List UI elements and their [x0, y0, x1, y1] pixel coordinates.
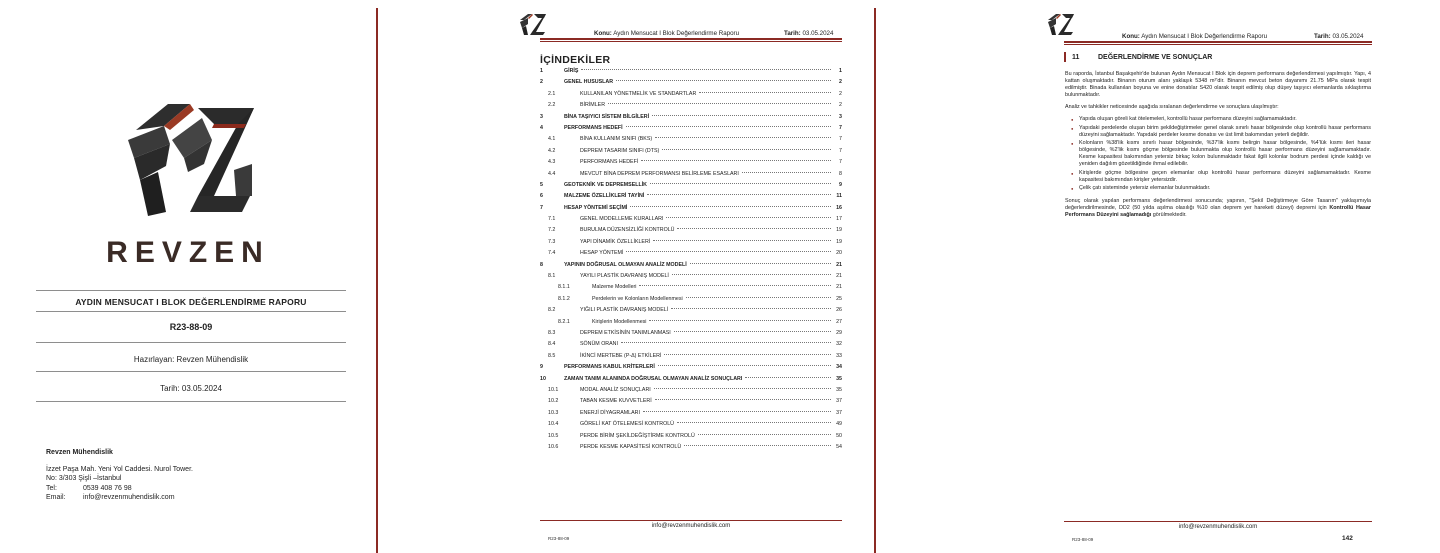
divider — [36, 290, 346, 291]
heading-marker — [1064, 52, 1066, 62]
toc-entry[interactable] — [540, 77, 842, 88]
finding-item: ● Çelik çatı sisteminde yetersiz elemanlar bulunmaktadır. — [1079, 185, 1371, 192]
footer-code: R23-88-09 — [548, 536, 570, 541]
conclusion-end: görülmektedir. — [1151, 212, 1187, 218]
toc-leader — [641, 160, 831, 161]
toc-entry-label: ENERJİ DİYAGRAMLARI — [580, 409, 640, 416]
toc-leader — [666, 217, 831, 218]
toc-entry[interactable] — [540, 271, 842, 282]
toc-leader — [650, 183, 831, 184]
address-line: No: 3/303 Şişli –İstanbul — [46, 475, 122, 482]
toc-page — [378, 0, 874, 553]
toc-entry-number: 8.2.1 — [558, 318, 570, 325]
header-rule — [540, 38, 842, 40]
toc-entry-label: KULLANILAN YÖNETMELİK VE STANDARTLAR — [580, 90, 697, 97]
email-row — [46, 493, 193, 503]
toc-entry[interactable] — [540, 408, 842, 419]
toc-entry-number: 6 — [540, 193, 543, 200]
toc-entry-number: 7.3 — [548, 238, 556, 245]
toc-entry[interactable] — [540, 351, 842, 362]
section-heading — [1064, 52, 1372, 62]
toc-entry-number: 8.5 — [548, 352, 556, 359]
toc-entry-number: 8.1.1 — [558, 284, 570, 291]
toc-entry[interactable] — [540, 157, 842, 168]
toc-entry-label: ZAMAN TANIM ALANINDA DOĞRUSAL OLMAYAN ANALİZ SONUÇLARI — [564, 375, 743, 382]
toc-entry-label: PERDE BİRİM ŞEKİLDEĞİŞTİRME KONTROLÜ — [580, 432, 695, 439]
toc-entry-label: BİNA TAŞIYICI SİSTEM BİLGİLERİ — [564, 113, 650, 120]
divider — [36, 371, 346, 372]
revzen-logo-icon — [118, 100, 268, 220]
toc-leader — [672, 274, 831, 275]
toc-leader — [690, 263, 831, 264]
toc-entry[interactable] — [540, 328, 842, 339]
toc-title: İÇİNDEKİLER — [540, 54, 611, 66]
toc-entry[interactable] — [540, 237, 842, 248]
toc-entry[interactable] — [540, 191, 842, 202]
toc-entry-number: 10 — [540, 375, 546, 382]
toc-leader — [745, 377, 831, 378]
toc-entry[interactable] — [540, 180, 842, 191]
toc-entry-label: Malzeme Modelleri — [592, 284, 637, 291]
toc-entry[interactable] — [540, 385, 842, 396]
toc-entry-label: BİRİMLER — [580, 102, 606, 109]
toc-leader — [698, 434, 831, 435]
brand-name: REVZEN — [106, 236, 270, 269]
toc-entry-page: 26 — [836, 307, 842, 314]
toc-leader — [655, 399, 831, 400]
toc-entry-label: TABAN KESME KUVVETLERİ — [580, 398, 652, 405]
report-number: R23-88-09 — [169, 322, 213, 332]
toc-entry-label: DEPREM ETKİSİNİN TANIMLANMASI — [580, 329, 671, 336]
toc-entry[interactable] — [540, 169, 842, 180]
toc-entry-page: 2 — [839, 90, 842, 97]
toc-entry-number: 10.4 — [548, 421, 559, 428]
toc-entry[interactable] — [540, 146, 842, 157]
toc-entry-number: 7.4 — [548, 250, 556, 257]
header-date — [784, 30, 833, 37]
lead-paragraph: Analiz ve tahkikler neticesinde aşağıda sıralanan değerlendirme ve sonuçlara ulaşılmıştır: — [1065, 104, 1279, 110]
toc-entry-number: 8.4 — [548, 341, 556, 348]
toc-entry-number: 4.4 — [548, 170, 556, 177]
toc-leader — [686, 297, 831, 298]
toc-entry[interactable] — [540, 248, 842, 259]
toc-entry-label: BURULMA DÜZENSİZLİĞİ KONTROLÜ — [580, 227, 675, 234]
toc-leader — [608, 103, 831, 104]
report-title: AYDIN MENSUCAT I BLOK DEĞERLENDİRME RAPORU — [75, 297, 307, 307]
toc-entry-page: 20 — [836, 250, 842, 257]
toc-entry[interactable] — [540, 396, 842, 407]
toc-entry-label: MALZEME ÖZELLİKLERİ TAYİNİ — [564, 193, 645, 200]
toc-entry-page: 2 — [839, 79, 842, 86]
toc-leader — [639, 285, 831, 286]
toc-leader — [677, 228, 831, 229]
email-label: Email: — [46, 494, 66, 501]
toc-entry-number: 10.1 — [548, 386, 559, 393]
section-number: 11 — [1072, 53, 1080, 61]
toc-leader — [658, 365, 831, 366]
toc-entry-page: 27 — [836, 318, 842, 325]
toc-entry-page: 2 — [839, 102, 842, 109]
finding-item: ● Kolonların %38'lik kısmı sınırlı hasar bölgesinde, %37'lik kısmı belirgin hasar bölgesinde, %4'lük kısmı ileri hasar bölgesinde, %2'lik kısmı göçme bölgesinde bulunmakta olup kontrollü hasar performans düzeyini sağlamamaktadır. Kesme kapasitesi bakımından yetersiz birkaç kolon bulunmaktadır fakat ilgili kolonlar bodrum perdesi içinde kaldığı ve yeniden dağılım gözetildiğinde ihmal edilebilir. — [1079, 140, 1371, 168]
toc-entry[interactable] — [540, 112, 842, 123]
toc-entry-label: YIĞILI PLASTİK DAVRANIŞ MODELİ — [580, 307, 669, 314]
toc-entry-label: HESAP YÖNTEMİ — [580, 250, 624, 257]
toc-entry-label: PERDE KESME KAPASİTESİ KONTROLÜ — [580, 443, 682, 450]
toc-entry[interactable] — [540, 294, 842, 305]
header-date-label: Tarih: — [1314, 33, 1331, 40]
toc-entry-label: MODAL ANALİZ SONUÇLARI — [580, 386, 651, 393]
toc-leader — [616, 80, 831, 81]
toc-entry-number: 7.2 — [548, 227, 556, 234]
toc-leader — [643, 411, 831, 412]
toc-leader — [652, 115, 831, 116]
toc-leader — [742, 172, 831, 173]
toc-entry[interactable] — [540, 317, 842, 328]
toc-entry-page: 7 — [839, 124, 842, 131]
conclusion-text: Sonuç olarak yapılan performans değerlendirmesi sonucunda; yapının, "Şekil Değiştirmeye Göre Tasarım" yaklaşımıyla değerlendirilmesinde, DD2 (50 yılda aşılma olasılığı %10 olan deprem yer hareketi düzeyi) depremi için — [1065, 198, 1371, 211]
toc-entry-label: Perdelerin ve Kolonların Modellenmesi — [592, 295, 683, 302]
page-number: 142 — [1342, 535, 1353, 542]
toc-entry-label: MEVCUT BİNA DEPREM PERFORMANSI BELİRLEME ESASLARI — [580, 170, 739, 177]
header-date-text: 03.05.2024 — [1332, 33, 1364, 40]
finding-item: ● Kirişlerde göçme bölgesine geçen elemanlar olup kontrollü hasar performans düzeyini sağlamamaktadır. Kesme kapasitesi bakımından kirişler yetersizdir. — [1079, 170, 1371, 184]
tel-row — [46, 484, 193, 494]
toc-entry-label: YAYILI PLASTİK DAVRANIŞ MODELİ — [580, 273, 669, 280]
conclusion-paragraph — [1065, 198, 1371, 219]
toc-entry-page: 34 — [836, 364, 842, 371]
toc-entry-number: 4.3 — [548, 159, 556, 166]
toc-entry-number: 8.1 — [548, 273, 556, 280]
toc-entry[interactable] — [540, 89, 842, 100]
toc-entry-number: 8 — [540, 261, 543, 268]
footer-rule — [540, 520, 842, 521]
toc-entry-number: 10.3 — [548, 409, 559, 416]
finding-item: ● Yapıdaki perdelerde oluşan birim şekildeğiştirmeler genel olarak sınırlı hasar bölgesinde olup kontrollü hasar performans düzeyini sağlamaktadır. Yapıdaki perdeler kesme donatısı ve üst limit bakımından yeterli değildir. — [1079, 125, 1371, 139]
toc-entry-label: İKİNCİ MERTEBE (P-Δ) ETKİLERİ — [580, 352, 662, 359]
toc-entry[interactable] — [540, 123, 842, 134]
toc-leader — [653, 240, 831, 241]
toc-entry[interactable] — [540, 442, 842, 453]
toc-entry-label: Kirişlerin Modellenmesi — [592, 318, 647, 325]
toc-leader — [674, 331, 831, 332]
header-logo-icon — [1046, 12, 1076, 36]
toc-entry-page: 11 — [836, 193, 842, 200]
toc-entry[interactable] — [540, 134, 842, 145]
toc-entry-label: PERFORMANS HEDEFİ — [580, 159, 639, 166]
toc-entry-number: 7.1 — [548, 216, 556, 223]
toc-entry-label: GEOTEKNİK VE DEPREMSELLİK — [564, 181, 647, 188]
section-body — [1065, 71, 1371, 224]
toc-leader — [626, 251, 831, 252]
toc-entry-page: 21 — [836, 273, 842, 280]
toc-entry-number: 2.1 — [548, 90, 556, 97]
header-subject — [1122, 33, 1267, 40]
toc-entry-label: HESAP YÖNTEMİ SEÇİMİ — [564, 204, 628, 211]
toc-leader — [647, 194, 831, 195]
toc-entry-page: 54 — [836, 443, 842, 450]
toc-entry[interactable] — [540, 374, 842, 385]
toc-entry[interactable] — [540, 362, 842, 373]
divider — [36, 311, 346, 312]
toc-entry-number: 7 — [540, 204, 543, 211]
header-rule — [540, 41, 842, 42]
header-subject-label: Konu: — [1122, 33, 1140, 40]
cover-date: Tarih: 03.05.2024 — [160, 384, 222, 393]
company-address — [46, 448, 193, 503]
toc-entry-page: 35 — [836, 386, 842, 393]
toc-entry[interactable] — [540, 100, 842, 111]
toc-entry-label: YAPININ DOĞRUSAL OLMAYAN ANALİZ MODELİ — [564, 261, 687, 268]
toc-leader — [684, 445, 831, 446]
toc-entry-page: 7 — [839, 147, 842, 154]
toc-entry-page: 21 — [836, 284, 842, 291]
toc-entry-label: GENEL MODELLEME KURALLARI — [580, 216, 664, 223]
toc-entry-label: SÖNÜM ORANI — [580, 341, 618, 348]
toc-entry[interactable] — [540, 203, 842, 214]
toc-entry-page: 21 — [836, 261, 842, 268]
tel-label: Tel: — [46, 484, 57, 492]
toc-entry-number: 2.2 — [548, 102, 556, 109]
toc-entry-label: GENEL HUSUSLAR — [564, 79, 614, 86]
toc-entry-page: 19 — [836, 238, 842, 245]
toc-entry-label: PERFORMANS HEDEFİ — [564, 124, 623, 131]
toc-entry-number: 4.2 — [548, 147, 556, 154]
toc-entry-label: YAPI DİNAMİK ÖZELLİKLERİ — [580, 238, 651, 245]
toc-entry-page: 16 — [836, 204, 842, 211]
toc-entry-number: 2 — [540, 79, 543, 86]
header-subject — [594, 30, 739, 37]
toc-leader — [662, 149, 831, 150]
toc-entry[interactable] — [540, 305, 842, 316]
toc-entry[interactable] — [540, 339, 842, 350]
toc-entry-page: 7 — [839, 136, 842, 143]
company-name: Revzen Mühendislik — [46, 449, 113, 456]
toc-leader — [654, 388, 831, 389]
header-logo-icon — [518, 12, 548, 36]
header-subject-label: Konu: — [594, 30, 612, 37]
footer-email[interactable]: info@revzenmuhendislik.com — [651, 523, 731, 529]
findings-list — [1065, 116, 1371, 192]
toc-entry-label: GÖRELİ KAT ÖTELEMESİ KONTROLÜ — [580, 421, 674, 428]
toc-entry-page: 32 — [836, 341, 842, 348]
header-rule — [1064, 41, 1372, 43]
divider — [36, 342, 346, 343]
header-subject-text: Aydın Mensucat I Blok Değerlendirme Raporu — [1141, 33, 1268, 40]
toc-entry-number: 4 — [540, 124, 543, 131]
header-subject-text: Aydın Mensucat I Blok Değerlendirme Raporu — [613, 30, 740, 37]
toc-entry-page: 19 — [836, 227, 842, 234]
toc-entry-number: 10.2 — [548, 398, 559, 405]
prepared-by: Hazırlayan: Revzen Mühendislik — [133, 355, 249, 364]
section-title: DEĞERLENDİRME VE SONUÇLAR — [1098, 53, 1213, 61]
toc-entry[interactable] — [540, 225, 842, 236]
toc-leader — [630, 206, 831, 207]
toc-leader — [699, 92, 831, 93]
toc-entry[interactable] — [540, 214, 842, 225]
toc-entry-number: 1 — [540, 68, 543, 74]
toc-leader — [581, 69, 831, 70]
conclusion-emphasis: Kontrollü Hasar Performans Düzeyini sağlamadığı — [1065, 205, 1371, 218]
toc-entry-page: 25 — [836, 295, 842, 302]
toc-entry-label: BİNA KULLANIM SINIFI (BKS) — [580, 136, 653, 143]
toc-entry-number: 10.6 — [548, 443, 559, 450]
toc-entry-page: 35 — [836, 375, 842, 382]
address-line: İzzet Paşa Mah. Yeni Yol Caddesi. Nurol Tower. — [46, 465, 193, 473]
toc-entry[interactable] — [540, 419, 842, 430]
divider — [36, 401, 346, 402]
toc-entry-label: PERFORMANS KABUL KRİTERLERİ — [564, 364, 655, 371]
toc-list — [540, 66, 842, 453]
section-page — [876, 0, 1440, 553]
toc-entry-number: 3 — [540, 113, 543, 120]
footer-rule — [1064, 521, 1372, 522]
toc-leader — [626, 126, 831, 127]
header-date-text: 03.05.2024 — [802, 30, 834, 37]
toc-entry-number: 10.5 — [548, 432, 559, 439]
toc-entry-number: 8.2 — [548, 307, 556, 314]
toc-entry-label: GİRİŞ — [564, 68, 579, 74]
toc-leader — [664, 354, 831, 355]
toc-entry-page: 8 — [839, 170, 842, 177]
toc-entry-page: 49 — [836, 421, 842, 428]
toc-entry-number: 5 — [540, 181, 543, 188]
toc-leader — [677, 422, 831, 423]
toc-leader — [621, 342, 831, 343]
toc-entry-number: 9 — [540, 364, 543, 371]
toc-entry-page: 7 — [839, 159, 842, 166]
cover-page — [0, 0, 376, 553]
toc-leader — [671, 308, 831, 309]
finding-item: ● Yapıda oluşan göreli kat ötelemeleri, kontrollü hasar performans düzeyini sağlamamaktadır. — [1079, 116, 1371, 123]
toc-entry-page: 37 — [836, 398, 842, 405]
toc-entry[interactable] — [540, 260, 842, 271]
toc-entry-number: 4.1 — [548, 136, 556, 143]
toc-entry-number: 8.1.2 — [558, 295, 570, 302]
intro-paragraph: Bu raporda, İstanbul Başakşehir'de bulunan Aydın Mensucat I Blok için deprem performans değerlendirmesi yapılmıştır. Yapı, 4 kattan oluşmaktadır. Binanın oturum alanı yaklaşık 5348 m²'dir. Binanın mevcut beton dayanımı 21.75 MPa olarak tespit edilmiştir. Binada kullanılan boyuna ve enine donatılar S420 olarak tespit edilmiş olup düşey taşıyıcı elemanlarda sıklaştırma bulunmaktadır. — [1065, 71, 1371, 98]
toc-entry-page: 33 — [836, 352, 842, 359]
toc-entry-page: 29 — [836, 329, 842, 336]
header-rule — [1064, 44, 1372, 45]
tel-value: 0539 408 76 98 — [83, 484, 132, 492]
footer-code: R23-88-09 — [1072, 537, 1094, 542]
toc-entry[interactable] — [540, 66, 842, 77]
toc-entry-page: 3 — [839, 113, 842, 120]
toc-leader — [649, 320, 831, 321]
toc-entry-number: 8.3 — [548, 329, 556, 336]
toc-entry-page: 37 — [836, 409, 842, 416]
header-date — [1314, 33, 1363, 40]
email-value[interactable]: info@revzenmuhendislik.com — [83, 494, 175, 501]
toc-entry[interactable] — [540, 282, 842, 293]
toc-entry-page: 1 — [839, 68, 842, 74]
toc-entry-page: 9 — [839, 181, 842, 188]
footer-email[interactable]: info@revzenmuhendislik.com — [1178, 524, 1258, 530]
toc-entry[interactable] — [540, 431, 842, 442]
toc-entry-label: DEPREM TASARIM SINIFI (DTS) — [580, 147, 660, 154]
toc-entry-page: 50 — [836, 432, 842, 439]
toc-leader — [655, 137, 831, 138]
toc-entry-page: 17 — [836, 216, 842, 223]
header-date-label: Tarih: — [784, 30, 801, 37]
